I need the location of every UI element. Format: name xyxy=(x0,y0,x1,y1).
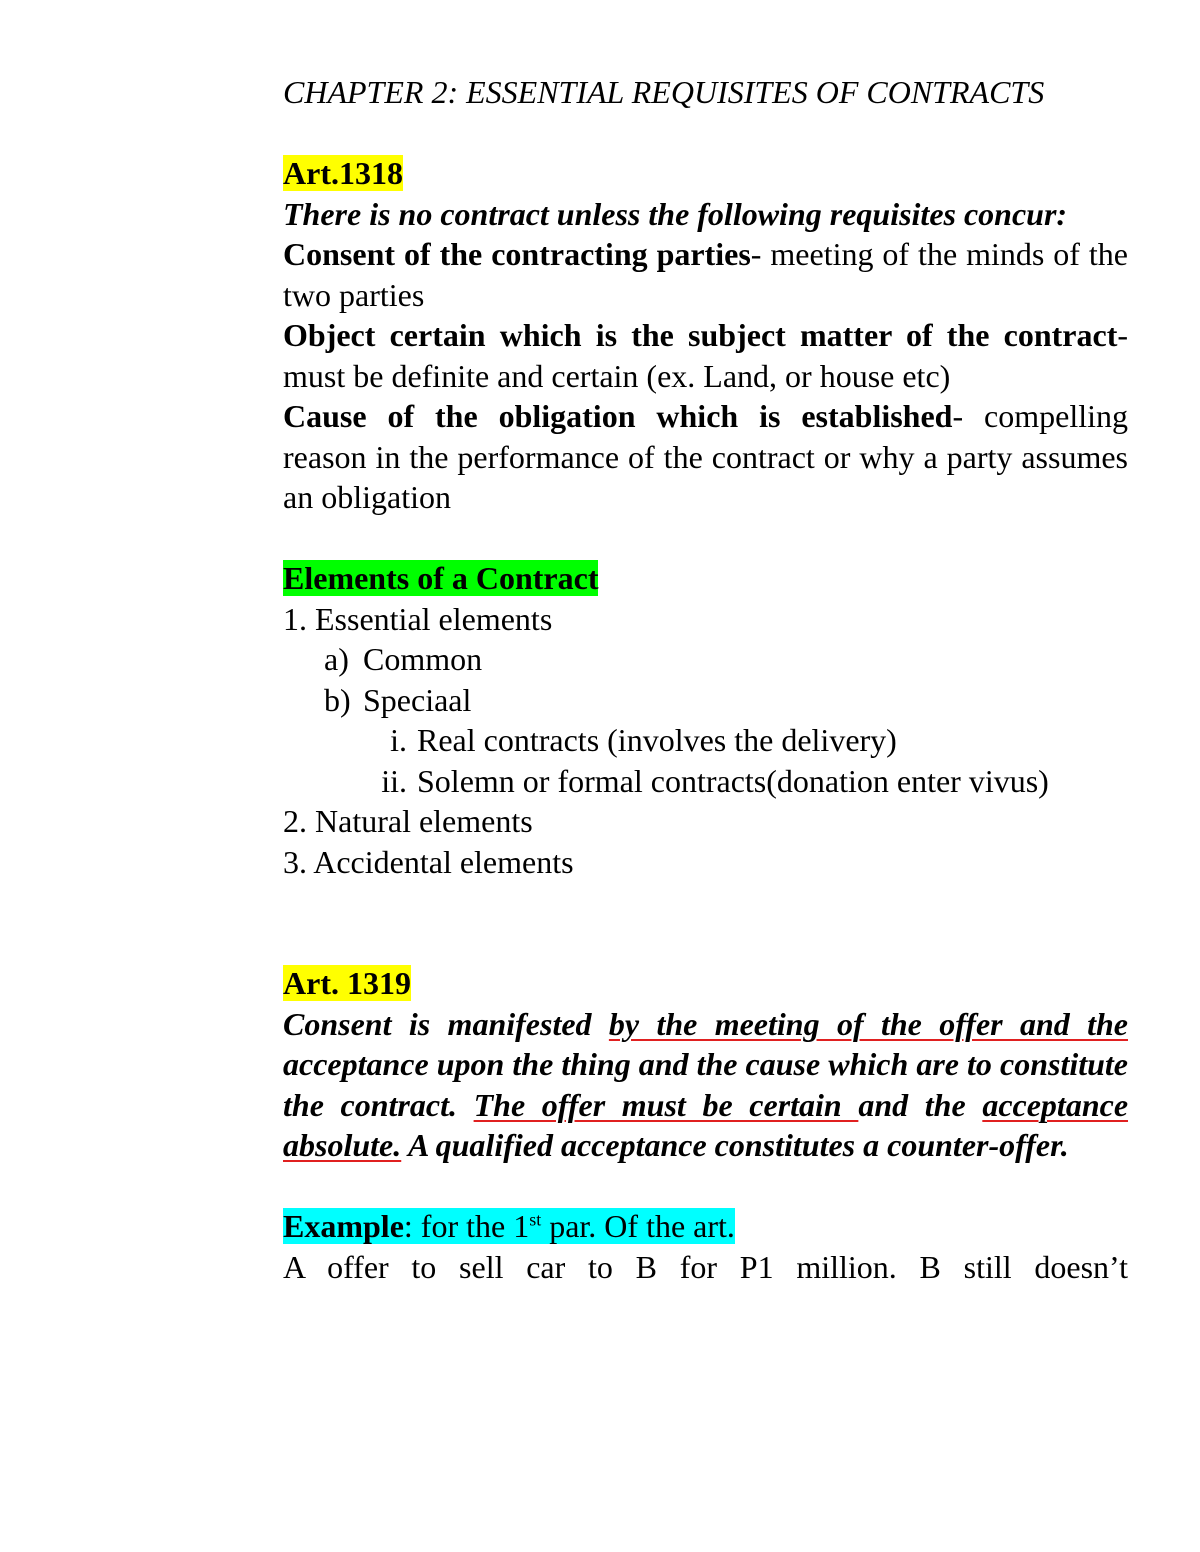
list-text: Solemn or formal contracts(donation enter vivus) xyxy=(417,762,1049,799)
list-marker: i. xyxy=(390,722,407,758)
art1318-heading-text: Art.1318 xyxy=(283,155,403,191)
example-sup: st xyxy=(529,1209,542,1230)
art1319-text: acceptance upon the thing and the cause which are to constitute the contract. xyxy=(283,1046,1128,1123)
list-item xyxy=(283,801,1128,842)
spacer xyxy=(283,518,1128,559)
list-marker: ii. xyxy=(381,762,407,799)
item-desc: - must be definite and certain (ex. Land, or house etc) xyxy=(283,317,1128,394)
list-text: Real contracts (involves the delivery) xyxy=(417,722,897,758)
list-text: Natural elements xyxy=(307,803,533,839)
art1319-text: Consent is manifested xyxy=(283,1005,609,1042)
list-item xyxy=(283,639,1128,680)
spacer xyxy=(283,1166,1128,1207)
list-marker: b) xyxy=(324,681,351,718)
spacer xyxy=(283,113,1128,154)
art1319-text: A qualified acceptance constitutes a counter-offer. xyxy=(401,1127,1069,1163)
list-text: Speciaal xyxy=(363,681,472,718)
item-term: Consent of the contracting parties xyxy=(283,236,751,272)
example-body: A offer to sell car to B for P1 million. B still doesn’t xyxy=(283,1248,1128,1285)
art1319-heading xyxy=(283,963,1128,1004)
chapter-title: CHAPTER 2: ESSENTIAL REQUISITES OF CONTRACTS xyxy=(283,74,1045,110)
example-label: Example xyxy=(283,1208,404,1244)
example-text: : for the 1 xyxy=(403,1208,530,1244)
list-item xyxy=(283,842,1128,883)
art1318-intro: There is no contract unless the following requisites concur: xyxy=(283,195,1068,232)
elements-heading-text: Elements of a Contract xyxy=(283,560,599,596)
art1318-item-3 xyxy=(283,396,1128,518)
list-text: Common xyxy=(363,641,483,677)
list-text: Accidental elements xyxy=(307,843,574,880)
elements-heading xyxy=(283,558,1128,599)
art1319-underlined: The offer must be certain xyxy=(473,1086,859,1123)
spacer xyxy=(283,882,1128,963)
list-marker: 1. xyxy=(283,600,307,637)
item-desc: - meeting of the minds of the two parties xyxy=(283,236,1129,313)
list-marker: 2. xyxy=(283,803,307,839)
list-item xyxy=(283,761,1128,802)
item-term: Cause of the obligation which is established xyxy=(283,398,953,434)
art1319-body xyxy=(283,1004,1128,1166)
example-text: par. Of the art. xyxy=(541,1208,735,1244)
art1318-item-2 xyxy=(283,315,1128,396)
art1319-underlined: acceptance absolute. xyxy=(283,1086,1129,1163)
art1319-underlined: by the meeting of the offer and the xyxy=(608,1005,1128,1042)
list-text: Essential elements xyxy=(307,600,553,637)
example-highlight xyxy=(283,1208,735,1244)
item-term: Object certain which is the subject matter of the contract xyxy=(283,317,1118,353)
list-marker: a) xyxy=(324,641,349,677)
list-marker: 3. xyxy=(283,843,307,880)
list-item xyxy=(283,680,1128,721)
item-desc: - compelling reason in the performance of the contract or why a party assumes an obligation xyxy=(283,398,1129,515)
list-item xyxy=(283,720,1128,761)
art1319-heading-text: Art. 1319 xyxy=(283,965,411,1001)
art1318-heading xyxy=(283,153,1128,194)
list-item xyxy=(283,599,1128,640)
art1319-text: and the xyxy=(858,1086,983,1123)
art1318-item-1 xyxy=(283,234,1128,315)
example-heading xyxy=(283,1206,1128,1247)
document-body xyxy=(283,72,1128,1287)
